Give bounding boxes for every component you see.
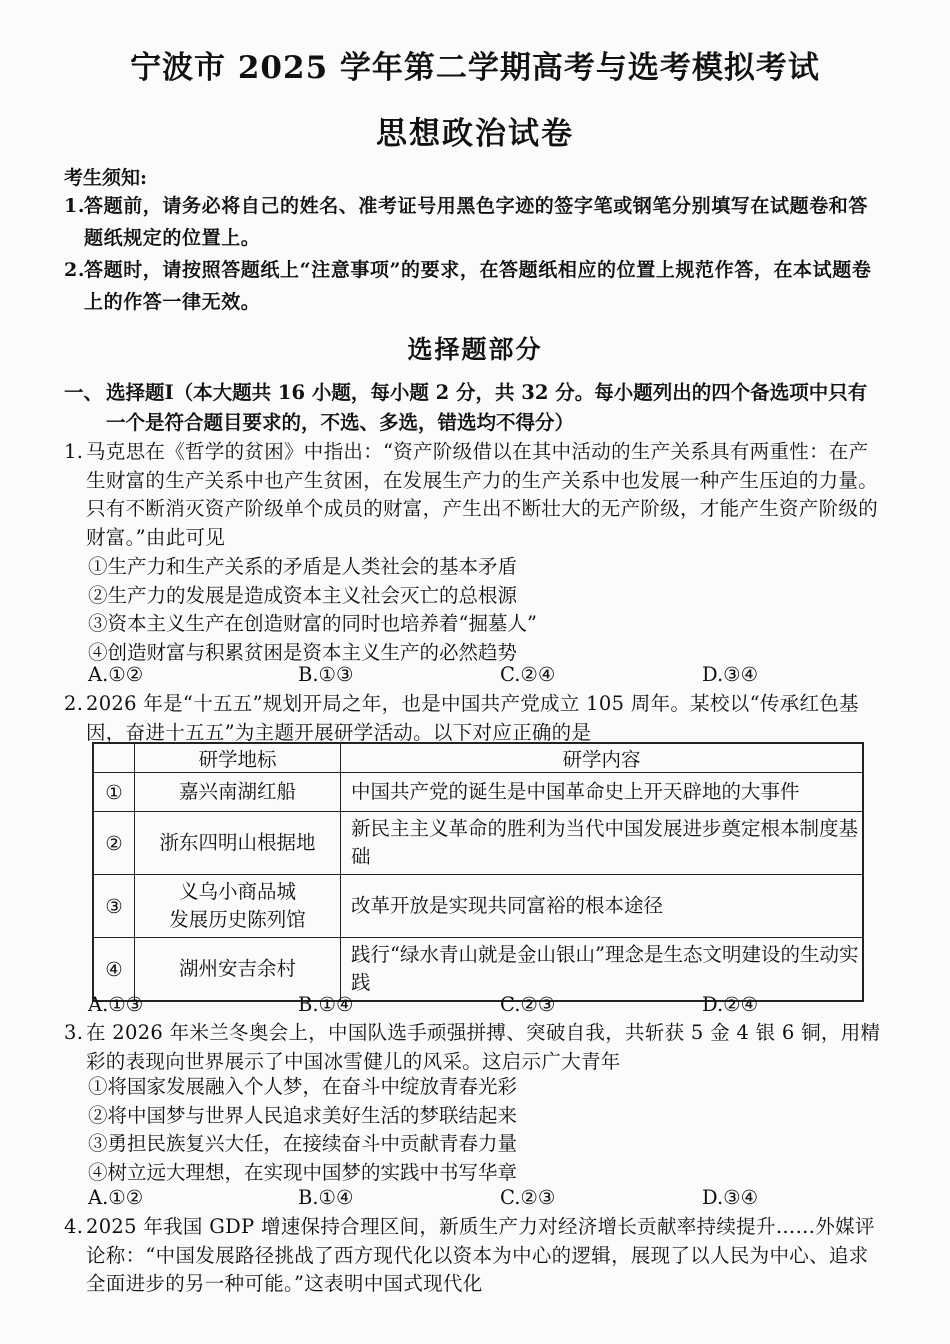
question-1 xyxy=(64,438,884,552)
answer-choices xyxy=(88,663,848,691)
question-number: 3. xyxy=(64,1021,84,1044)
statement-item: ③资本主义生产在创造财富的同时也培养着“掘墓人” xyxy=(88,612,537,635)
notice-item-number: 2. xyxy=(64,259,86,281)
table-row xyxy=(93,773,863,812)
choice-d: D.③④ xyxy=(702,1186,759,1209)
statement-item: ②将中国梦与世界人民追求美好生活的梦联结起来 xyxy=(88,1103,518,1127)
notice-item-number: 1. xyxy=(64,195,86,217)
part-text: 选择题Ⅰ（本大题共 16 小题，每小题 2 分，共 32 分。每小题列出的四个备选项中只有一个是符合题目要求的，不选、多选，错选均不得分） xyxy=(106,381,868,434)
row-index: ③ xyxy=(93,875,135,938)
notice-heading: 考生须知: xyxy=(64,167,148,189)
part-instructions xyxy=(64,378,884,438)
row-site-line: 义乌小商品城 xyxy=(178,880,296,903)
statement-item: ②生产力的发展是造成资本主义社会灭亡的总根源 xyxy=(88,583,518,607)
statement-item: ③勇担民族复兴大任，在接续奋斗中贡献青春力量 xyxy=(88,1132,518,1155)
choice-d: D.③④ xyxy=(702,663,759,686)
part-number: 一、 xyxy=(64,381,104,404)
question-2 xyxy=(64,690,884,747)
question-3 xyxy=(64,1019,884,1076)
row-site: 浙东四明山根据地 xyxy=(135,812,341,875)
row-index: ④ xyxy=(93,938,135,1002)
answer-choices xyxy=(88,993,848,1021)
question-number: 2. xyxy=(64,692,84,715)
row-index: ① xyxy=(93,773,135,812)
statement-item: ①将国家发展融入个人梦，在奋斗中绽放青春光彩 xyxy=(88,1075,518,1098)
statement-item: ④创造财富与积累贫困是资本主义生产的必然趋势 xyxy=(88,640,518,664)
exam-subtitle: 思想政治试卷 xyxy=(376,116,574,152)
answer-choices xyxy=(88,1186,848,1214)
table-row xyxy=(93,938,863,1002)
choice-d: D.②④ xyxy=(702,993,759,1016)
choice-b: B.①④ xyxy=(298,1186,354,1209)
choice-c: C.②③ xyxy=(500,1186,556,1209)
question-stem: 2026 年是“十五五”规划开局之年，也是中国共产党成立 105 周年。某校以“传承红色基因，奋进十五五”为主题开展研学活动。以下对应正确的是 xyxy=(86,692,859,744)
row-site: 湖州安吉余村 xyxy=(135,938,341,1002)
row-site: 嘉兴南湖红船 xyxy=(135,773,341,812)
question-stem: 在 2026 年米兰冬奥会上，中国队选手顽强拼搏、突破自我，共斩获 5 金 4 银 6 铜，用精彩的表现向世界展示了中国冰雪健儿的风采。这启示广大青年 xyxy=(86,1021,881,1073)
choice-b: B.①④ xyxy=(298,993,354,1016)
row-index: ② xyxy=(93,812,135,875)
question-stem: 2025 年我国 GDP 增速保持合理区间，新质生产力对经济增长贡献率持续提升……外媒评论称：“中国发展路径挑战了西方现代化以资本为中心的逻辑，展现了以人民为中心、追求全面进步的另一种可能。”这表明中国式现代化 xyxy=(86,1215,875,1295)
table-header-row xyxy=(93,743,863,773)
question-number: 1. xyxy=(64,440,84,463)
row-content: 改革开放是实现共同富裕的根本途径 xyxy=(341,875,864,938)
table-header-content: 研学内容 xyxy=(341,743,864,773)
row-content: 践行“绿水青山就是金山银山”理念是生态文明建设的生动实践 xyxy=(341,938,864,1002)
notice-item-text: 答题时，请按照答题纸上“注意事项”的要求，在答题纸相应的位置上规范作答，在本试题卷上的作答一律无效。 xyxy=(84,259,872,313)
statement-item: ①生产力和生产关系的矛盾是人类社会的基本矛盾 xyxy=(88,555,518,578)
row-site-line: 发展历史陈列馆 xyxy=(169,908,306,931)
row-site xyxy=(135,875,341,938)
exam-title: 宁波市 2025 学年第二学期高考与选考模拟考试 xyxy=(130,50,820,86)
statement-list xyxy=(88,553,537,667)
choice-c: C.②③ xyxy=(500,993,556,1016)
question-stem: 马克思在《哲学的贫困》中指出：“资产阶级借以在其中活动的生产关系具有两重性：在产生财富的生产关系中也产生贫困，在发展生产力的生产关系中也发展一种产生压迫的力量。只有不断消灭资产阶级单个成员的财富，产生出不断壮大的无产阶级，才能产生资产阶级的财富。”由此可见 xyxy=(86,440,879,549)
question-number: 4. xyxy=(64,1215,84,1238)
row-content: 中国共产党的诞生是中国革命史上开天辟地的大事件 xyxy=(341,773,864,812)
study-table xyxy=(92,742,864,1002)
table-header-site: 研学地标 xyxy=(135,743,341,773)
row-content: 新民主主义革命的胜利为当代中国发展进步奠定根本制度基础 xyxy=(341,812,864,875)
section-title: 选择题部分 xyxy=(407,335,543,364)
choice-b: B.①③ xyxy=(298,663,354,686)
table-row xyxy=(93,875,863,938)
statement-list xyxy=(88,1073,517,1187)
notice-item xyxy=(64,254,879,318)
table-header-index xyxy=(93,743,135,773)
choice-c: C.②④ xyxy=(500,663,556,686)
notice-item-text: 答题前，请务必将自己的姓名、准考证号用黑色字迹的签字笔或钢笔分别填写在试题卷和答题纸规定的位置上。 xyxy=(84,195,869,249)
notice-item xyxy=(64,190,879,254)
statement-item: ④树立远大理想，在实现中国梦的实践中书写华章 xyxy=(88,1160,518,1184)
choice-a: A.①③ xyxy=(88,993,144,1016)
table-row xyxy=(93,812,863,875)
choice-a: A.①② xyxy=(88,1186,144,1209)
question-4 xyxy=(64,1213,884,1299)
choice-a: A.①② xyxy=(88,663,144,686)
